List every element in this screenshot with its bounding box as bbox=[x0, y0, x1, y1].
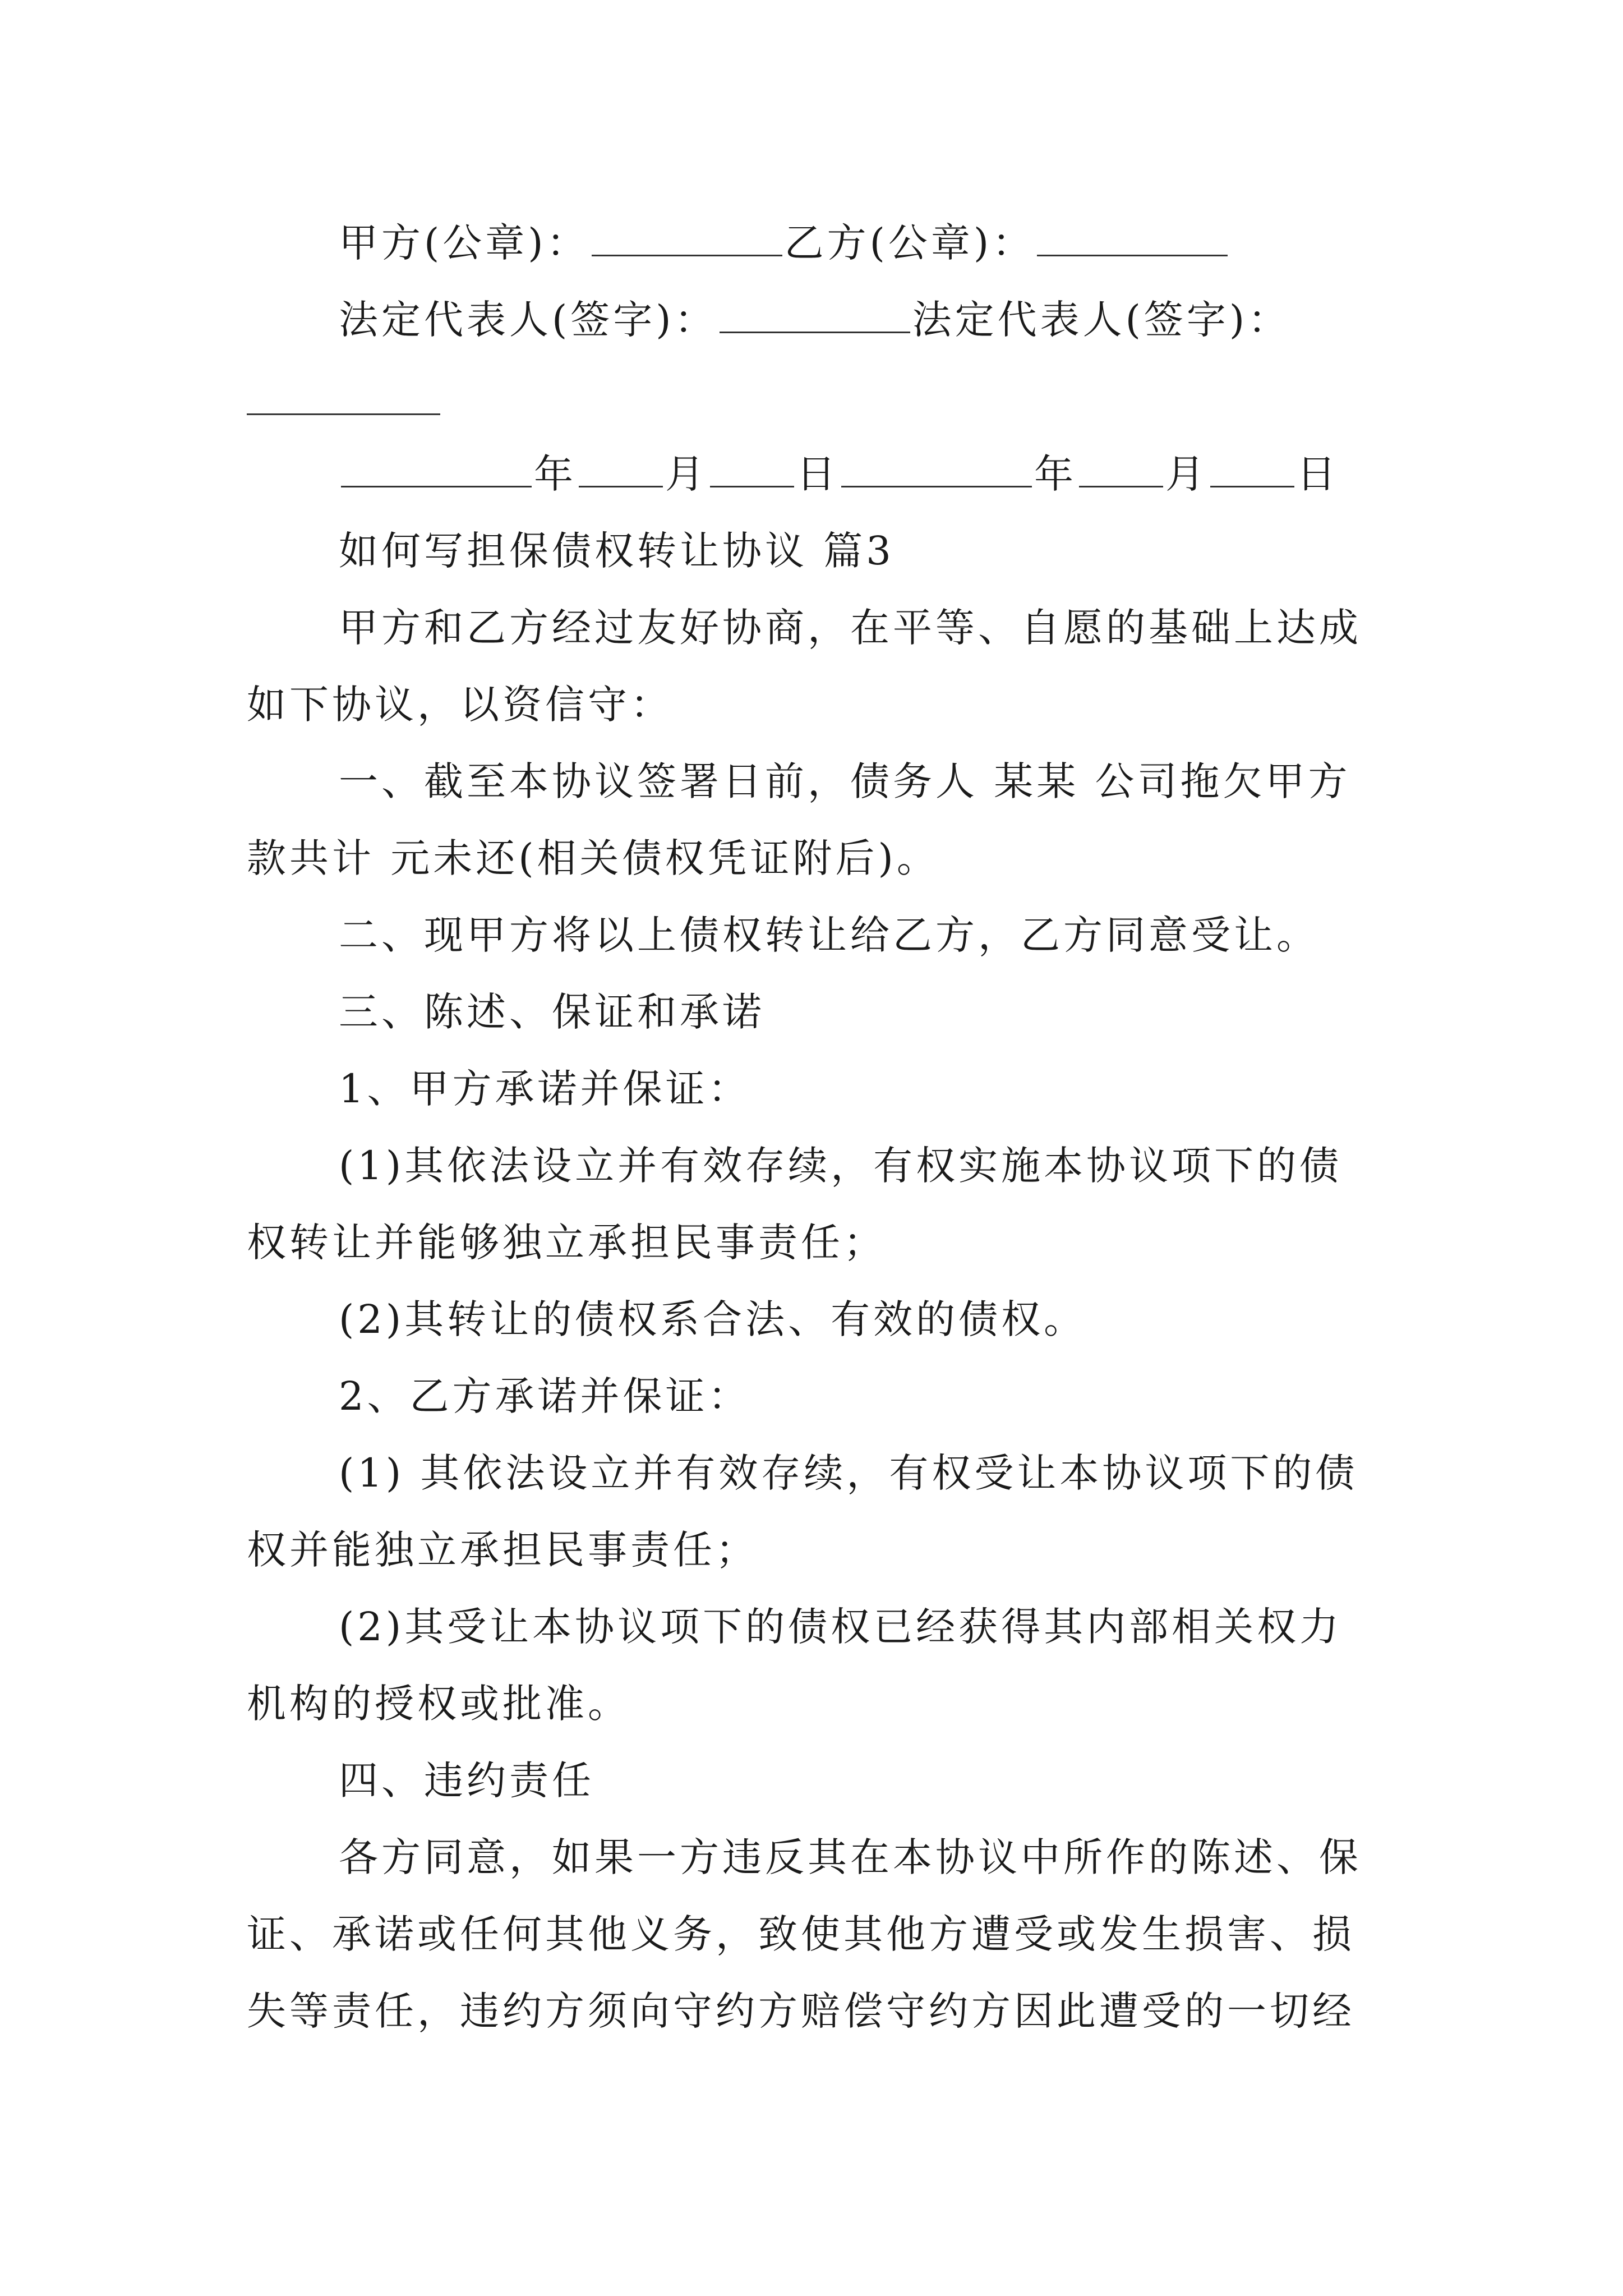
paragraph-line: 如下协议，以资信守： bbox=[247, 682, 673, 728]
month-b-blank bbox=[1079, 451, 1163, 487]
paragraph-line: (2)其受让本协议项下的债权已经获得其内部相关权力 bbox=[339, 1604, 1343, 1650]
paragraph-line: 各方同意，如果一方违反其在本协议中所作的陈述、保 bbox=[339, 1834, 1362, 1880]
paragraph-line: 证、承诺或任何其他义务，致使其他方遭受或发生损害、损 bbox=[247, 1911, 1355, 1957]
month-b-label: 月 bbox=[1165, 451, 1208, 497]
party-a-seal-label: 甲方(公章)： bbox=[339, 220, 589, 266]
year-a-blank bbox=[341, 451, 532, 487]
paragraph-line: 一、截至本协议签署日前，债务人 某某 公司拖欠甲方 bbox=[339, 758, 1351, 804]
year-a-label: 年 bbox=[534, 451, 577, 497]
paragraph-line: 机构的授权或批准。 bbox=[247, 1681, 630, 1727]
party-a-seal-blank bbox=[592, 220, 782, 256]
month-a-label: 月 bbox=[665, 451, 708, 497]
seal-line bbox=[339, 215, 1230, 271]
day-a-blank bbox=[710, 451, 794, 487]
paragraph-line: (1) 其依法设立并有效存续，有权受让本协议项下的债 bbox=[339, 1450, 1358, 1496]
legal-rep-line bbox=[339, 292, 1290, 348]
paragraph-line: 1、甲方承诺并保证： bbox=[339, 1066, 751, 1112]
paragraph-line: 三、陈述、保证和承诺 bbox=[339, 989, 765, 1035]
year-b-label: 年 bbox=[1034, 451, 1077, 497]
legal-rep-a-label: 法定代表人(签字)： bbox=[339, 297, 717, 343]
party-b-seal-label: 乙方(公章)： bbox=[784, 220, 1035, 266]
paragraph-line: 失等责任，违约方须向守约方赔偿守约方因此遭受的一切经 bbox=[247, 1988, 1355, 2034]
paragraph-line: 2、乙方承诺并保证： bbox=[339, 1373, 751, 1419]
section-heading: 如何写担保债权转让协议 篇3 bbox=[339, 528, 895, 574]
paragraph-line: (1)其依法设立并有效存续，有权实施本协议项下的债 bbox=[339, 1143, 1343, 1189]
legal-rep-b-blank bbox=[247, 413, 440, 415]
month-a-blank bbox=[579, 451, 663, 487]
day-b-label: 日 bbox=[1297, 451, 1339, 497]
paragraph-line: 权转让并能够独立承担民事责任； bbox=[247, 1220, 886, 1266]
day-b-blank bbox=[1210, 451, 1294, 487]
paragraph-line: 二、现甲方将以上债权转让给乙方，乙方同意受让。 bbox=[339, 912, 1319, 958]
day-a-label: 日 bbox=[796, 451, 839, 497]
paragraph-line: 款共计 元未还(相关债权凭证附后)。 bbox=[247, 835, 939, 881]
year-b-blank bbox=[841, 451, 1032, 487]
paragraph-line: 甲方和乙方经过友好协商，在平等、自愿的基础上达成 bbox=[339, 605, 1362, 651]
paragraph-line: 四、违约责任 bbox=[339, 1757, 594, 1803]
legal-rep-a-blank bbox=[720, 297, 910, 333]
party-b-seal-blank bbox=[1037, 220, 1228, 256]
legal-rep-b-label: 法定代表人(签字)： bbox=[912, 297, 1291, 343]
paragraph-line: (2)其转让的债权系合法、有效的债权。 bbox=[339, 1296, 1087, 1342]
date-line bbox=[339, 446, 1339, 502]
paragraph-line: 权并能独立承担民事责任； bbox=[247, 1527, 758, 1573]
